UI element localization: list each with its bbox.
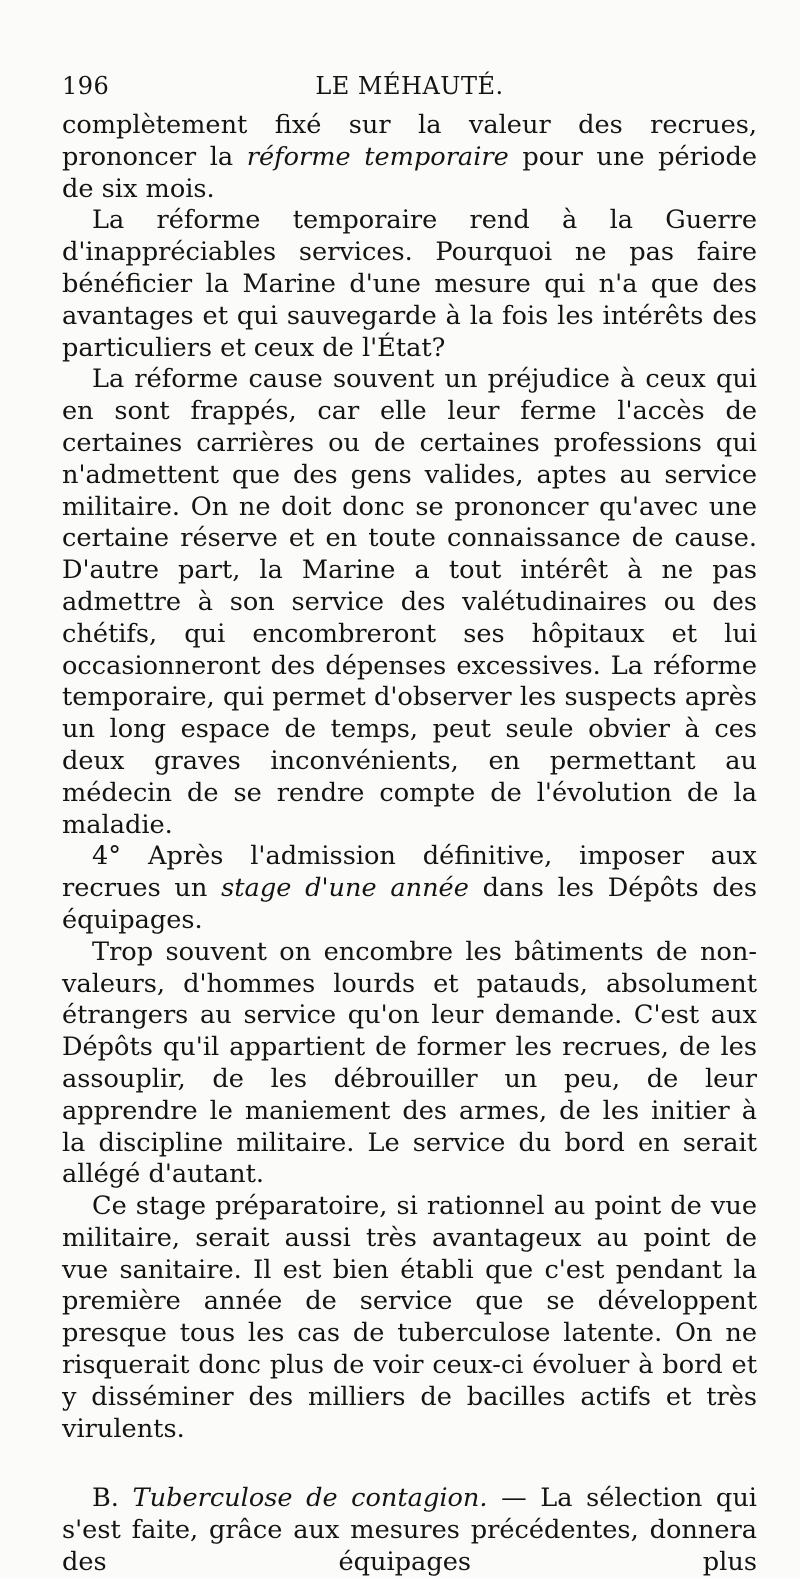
body-text	[62, 110, 757, 1579]
page-header	[62, 72, 757, 106]
paragraph-6: Ce stage préparatoire, si rationnel au point de vue militaire, serait aussi très avantageux au point de vue sanitaire. Il est bien établi que c'est pendant la première année de service que se développent presque tous les cas de tuberculose latente. On ne risquerait donc plus de voir ceux-ci évoluer à bord et y disséminer des milliers de bacilles actifs et très virulents.	[62, 1191, 757, 1444]
paragraph-3: La réforme cause souvent un préjudice à ceux qui en sont frappés, car elle leur ferme l'accès de certaines carrières ou de certaines professions qui n'admettent que des gens valides, aptes au service militaire. On ne doit donc se prononcer qu'avec une certaine réserve et en toute connaissance de cause. D'autre part, la Marine a tout intérêt à ne pas admettre à son service des valétudinaires ou des chétifs, qui encombreront ses hôpitaux et lui occasionneront des dépenses excessives. La réforme temporaire, qui permet d'observer les suspects après un long espace de temps, peut seule obvier à ces deux graves inconvénients, en permettant au médecin de se rendre compte de l'évolution de la maladie.	[62, 364, 757, 840]
paragraph-4: 4° Après l'admission définitive, imposer aux recrues un stage d'une année dans les Dépôts des équipages.	[62, 841, 758, 935]
page-number: 196	[62, 72, 110, 100]
paragraph-1: complètement fixé sur la valeur des recrues, prononcer la réforme temporaire pour une période de six mois.	[62, 110, 757, 204]
italic-term: réforme temporaire	[246, 141, 509, 172]
section-heading: Tuberculose de contagion.	[132, 1483, 488, 1514]
italic-term: stage d'une année	[221, 873, 469, 904]
paragraph-2: La réforme temporaire rend à la Guerre d'inappréciables services. Pourquoi ne pas faire bénéficier la Marine d'une mesure qui n'a que des avantages et qui sauvegarde à la fois les intérêts des particuliers et ceux de l'État?	[62, 205, 757, 363]
paragraph-5: Trop souvent on encombre les bâtiments de non-valeurs, d'hommes lourds et patauds, absolument étrangers au service qu'on leur demande. C'est aux Dépôts qu'il appartient de former les recrues, de les assouplir, de les débrouiller un peu, de leur apprendre le maniement des armes, de les initier à la discipline militaire. Le service du bord en serait allégé d'autant.	[62, 936, 757, 1190]
section-b-paragraph: B. Tuberculose de contagion. — La sélection qui s'est faite, grâce aux mesures précédentes, donnera des équipages plus	[62, 1483, 757, 1578]
running-head: LE MÉHAUTÉ.	[315, 72, 504, 100]
